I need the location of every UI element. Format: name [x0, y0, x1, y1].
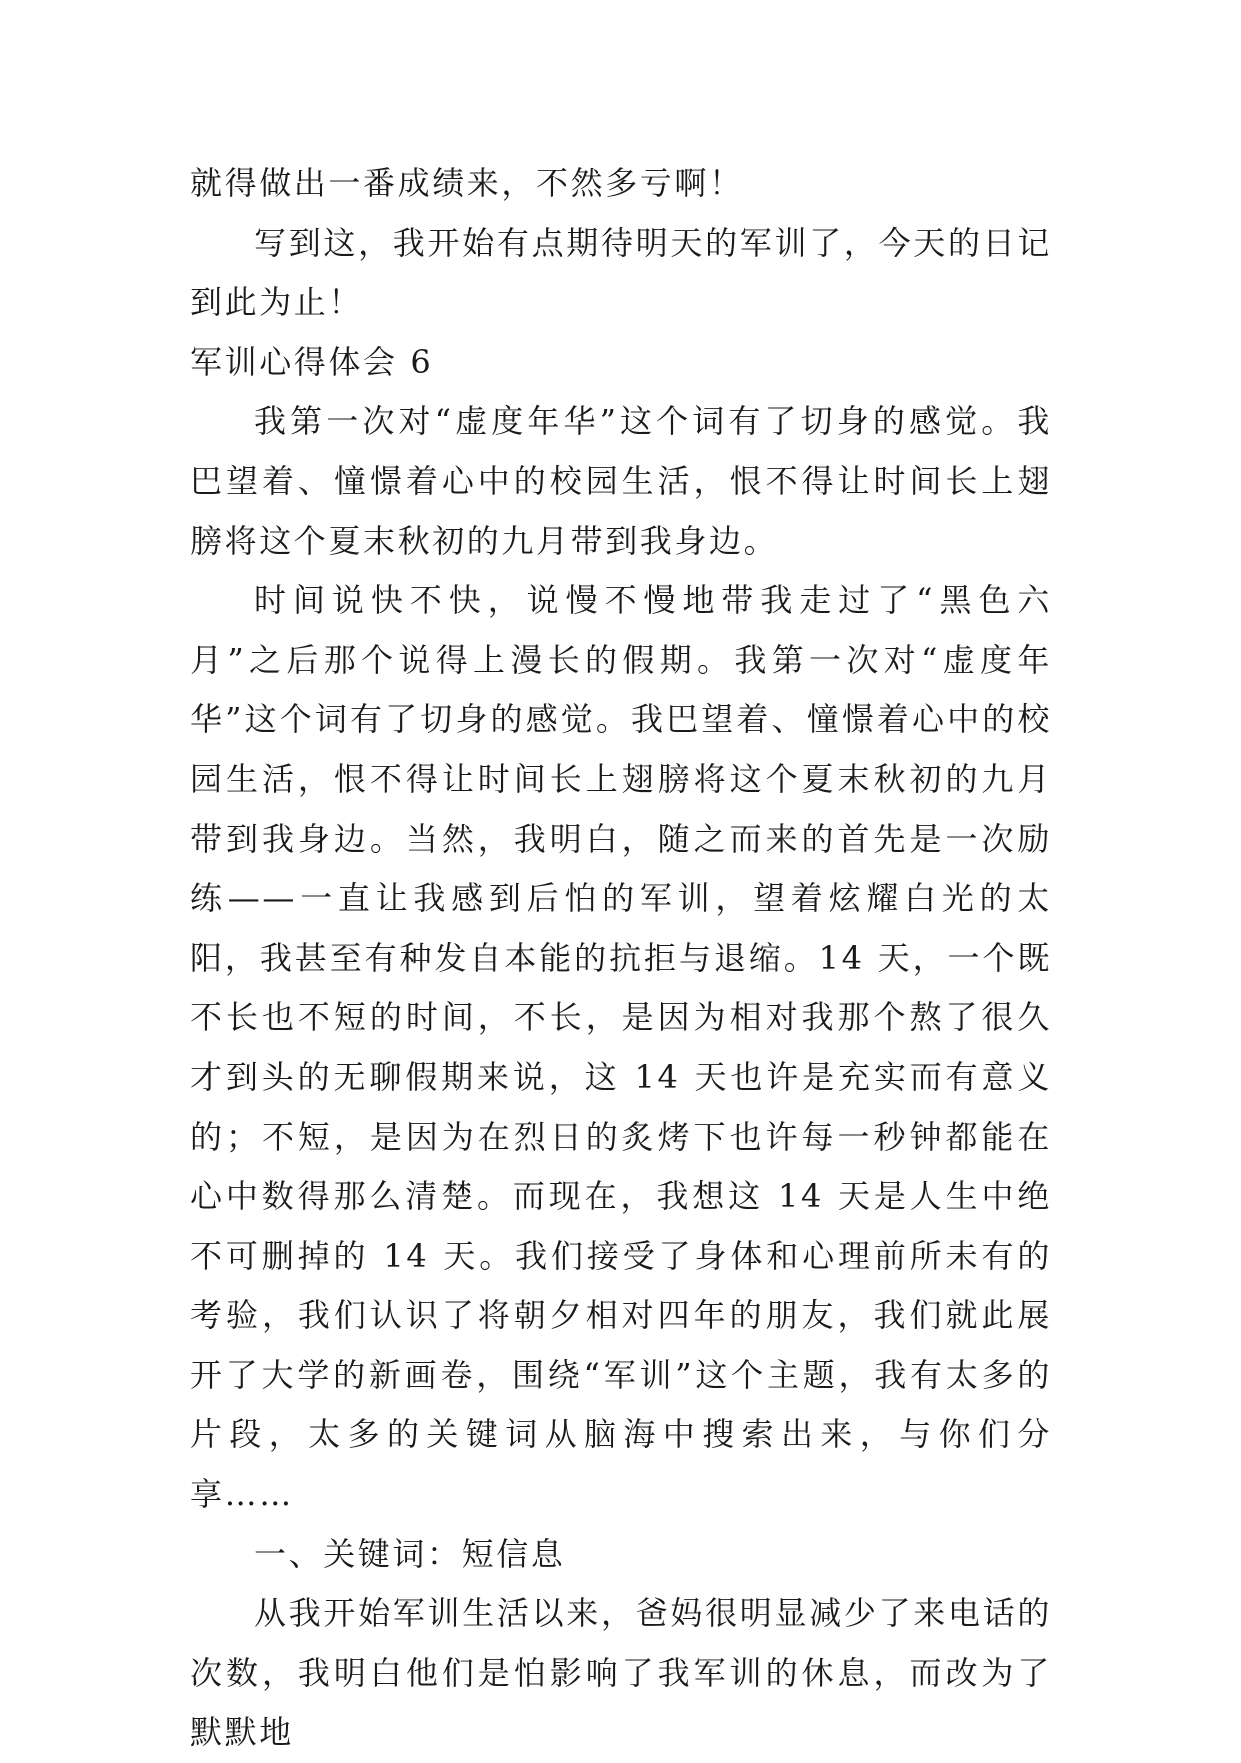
paragraph-continuation: 就得做出一番成绩来，不然多亏啊！: [190, 164, 744, 202]
paragraph-intro: 我第一次对“虚度年华”这个词有了切身的感觉。我巴望着、憧憬着心中的校园生活，恨不得让时间长上翅膀将这个夏末秋初的九月带到我身边。: [190, 402, 1052, 560]
section-heading: 军训心得体会 6: [190, 342, 434, 381]
paragraph-diary-end: 写到这，我开始有点期待明天的军训了，今天的日记到此为止！: [190, 223, 1052, 322]
paragraph-sms: 从我开始军训生活以来，爸妈很明显减少了来电话的次数，我明白他们是怕影响了我军训的休息，而改为了默默地: [190, 1594, 1052, 1752]
document-body: [190, 154, 1052, 1763]
subheading-keyword-sms: 一、关键词：短信息: [254, 1534, 566, 1573]
paragraph-main: 时间说快不快，说慢不慢地带我走过了“黑色六月”之后那个说得上漫长的假期。我第一次对“虚度年华”这个词有了切身的感觉。我巴望着、憧憬着心中的校园生活，恨不得让时间长上翅膀将这个夏末秋初的九月带到我身边。当然，我明白，随之而来的首先是一次励练——一直让我感到后怕的军训，望着炫耀白光的太阳，我甚至有种发自本能的抗拒与退缩。14 天，一个既不长也不短的时间，不长，是因为相对我那个熬了很久才到头的无聊假期来说，这 14 天也许是充实而有意义的；不短，是因为在烈日的炙烤下也许每一秒钟都能在心中数得那么清楚。而现在，我想这 14 天是人生中绝不可删掉的 14 天。我们接受了身体和心理前所未有的考验，我们认识了将朝夕相对四年的朋友，我们就此展开了大学的新画卷，围绕“军训”这个主题，我有太多的片段，太多的关键词从脑海中搜索出来，与你们分享……: [190, 581, 1052, 1514]
